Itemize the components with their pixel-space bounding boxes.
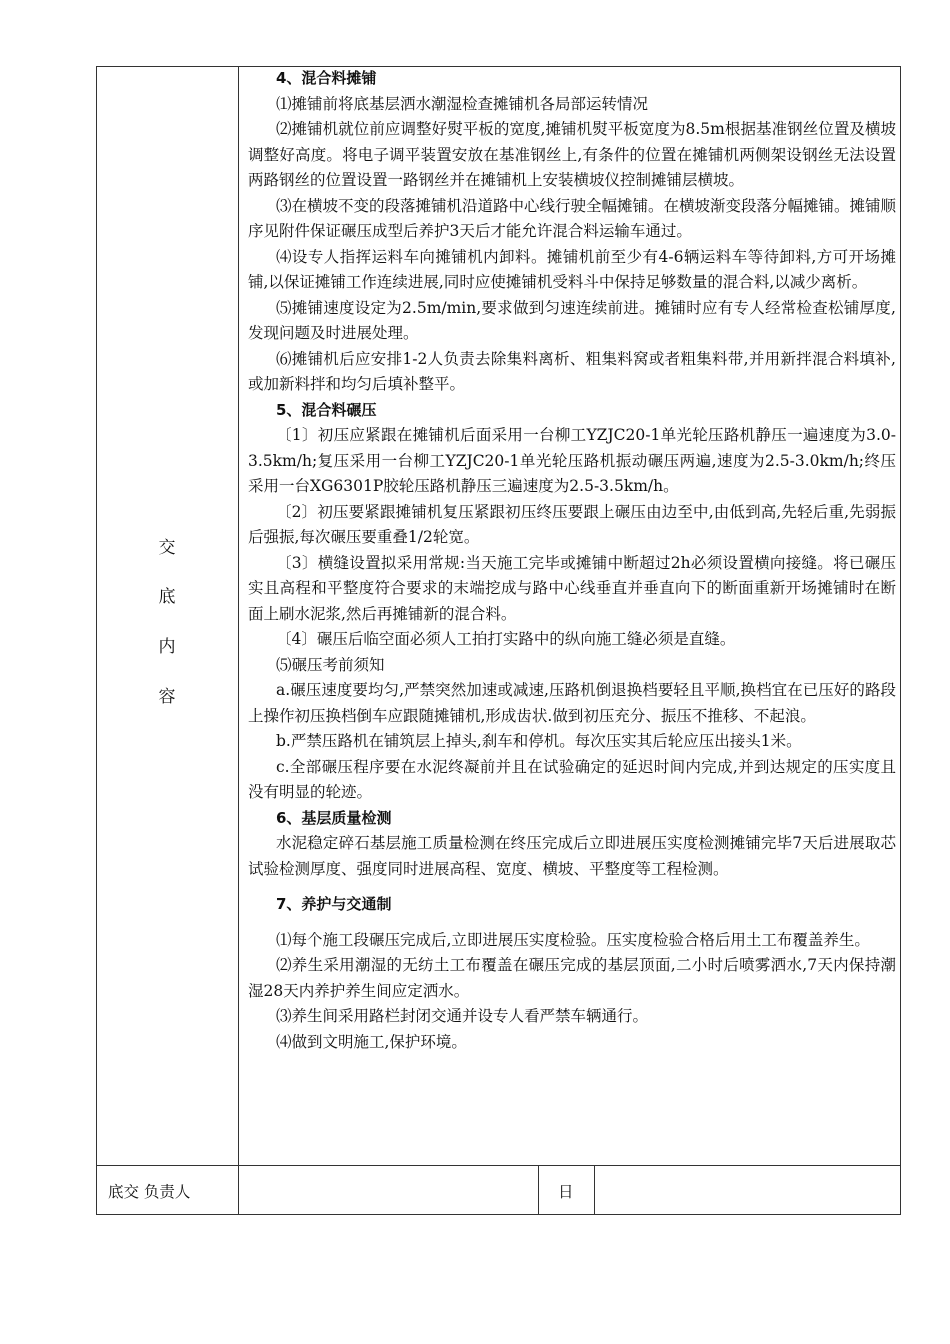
- paragraph: 〔2〕初压要紧跟摊铺机复压紧跟初压终压要跟上碾压由边至中,由低到高,先轻后重,先弱振后强振,每次碾压要重叠1/2轮宽。: [248, 502, 896, 546]
- section-heading: 7、养护与交通制: [276, 895, 392, 913]
- table-left-border: [96, 66, 97, 1215]
- side-label-char-2: 底: [158, 587, 178, 607]
- section-heading: 5、混合料碾压: [276, 400, 377, 419]
- side-label-char-1: 交: [158, 538, 178, 558]
- footer-divider: [96, 1165, 901, 1166]
- paragraph: ⑵摊铺机就位前应调整好熨平板的宽度,摊铺机熨平板宽度为8.5m根据基准钢丝位置及横坡调整好高度。将电子调平装置安放在基准钢丝上,有条件的位置在摊铺机两侧架设钢丝无法设置两路钢丝的位置设置一路钢丝并在摊铺机上安装横坡仪控制摊铺层横坡。: [248, 120, 896, 189]
- paragraph: ⑶养生间采用路栏封闭交通并设专人看严禁车辆通行。: [276, 1007, 649, 1025]
- side-label-char-4: 容: [158, 687, 178, 707]
- disclosure-content: [248, 66, 896, 1055]
- paragraph: c.全部碾压程序要在水泥终凝前并且在试验确定的延迟时间内完成,并到达规定的压实度且没有明显的轮迹。: [248, 757, 896, 801]
- paragraph: ⑵养生采用潮湿的无纺土工布覆盖在碾压完成的基层顶面,二小时后喷雾洒水,7天内保持潮湿28天内养护养生间应定洒水。: [248, 956, 896, 1000]
- paragraph: ⑴摊铺前将底基层洒水潮湿检查摊铺机各局部运转情况: [276, 94, 649, 113]
- paragraph: ⑸摊铺速度设定为2.5m/min,要求做到匀速连续前进。摊铺时应有专人经常检查松铺厚度,发现问题及时进展处理。: [248, 298, 896, 342]
- paragraph: ⑷设专人指挥运料车向摊铺机内卸料。摊铺机前至少有4-6辆运料车等待卸料,方可开场摊铺,以保证摊铺工作连续进展,同时应使摊铺机受料斗中保持足够数量的混合料,以减少离析。: [248, 247, 896, 291]
- paragraph: ⑸碾压考前须知: [276, 655, 385, 674]
- table-right-border: [900, 66, 901, 1215]
- paragraph: 水泥稳定碎石基层施工质量检测在终压完成后立即进展压实度检测摊铺完毕7天后进展取芯试验检测厚度、强度同时进展高程、宽度、横坡、平整度等工程检测。: [248, 834, 896, 878]
- paragraph: 〔3〕横缝设置拟采用常规:当天施工完毕或摊铺中断超过2h必须设置横向接缝。将已碾压实且高程和平整度符合要求的末端挖成与路中心线垂直并垂直向下的断面重新开场摊铺时在断面上刷水泥浆,然后再摊铺新的混合料。: [248, 553, 896, 623]
- section-heading: 6、基层质量检测: [276, 808, 392, 827]
- paragraph: ⑴每个施工段碾压完成后,立即进展压实度检验。压实度检验合格后用土工布覆盖养生。: [276, 930, 870, 949]
- footer-cell-divider-1: [538, 1165, 539, 1215]
- side-label-char-3: 内: [158, 637, 178, 657]
- paragraph: 〔4〕碾压后临空面必须人工拍打实路中的纵向施工缝必须是直缝。: [276, 630, 736, 648]
- table-bottom-border: [96, 1214, 901, 1215]
- label-column-divider: [238, 66, 239, 1215]
- responsible-person-label: 底交 负责人: [108, 1183, 191, 1201]
- date-label: 日: [558, 1183, 574, 1201]
- paragraph: b.严禁压路机在铺筑层上掉头,刹车和停机。每次压实其后轮应压出接头1米。: [276, 732, 802, 750]
- paragraph: a.碾压速度要均匀,严禁突然加速或减速,压路机倒退换档要轻且平顺,换档宜在已压好的路段上操作初压换档倒车应跟随摊铺机,形成齿状.做到初压充分、振压不推移、不起浪。: [248, 681, 896, 725]
- paragraph: ⑷做到文明施工,保护环境。: [276, 1032, 467, 1051]
- paragraph: ⑶在横坡不变的段落摊铺机沿道路中心线行驶全幅摊铺。在横坡渐变段落分幅摊铺。摊铺顺序见附件保证碾压成型后养护3天后才能允许混合料运输车通过。: [248, 196, 897, 240]
- section-heading: 4、混合料摊铺: [276, 69, 377, 87]
- footer-cell-divider-2: [594, 1165, 595, 1215]
- paragraph: 〔1〕初压应紧跟在摊铺机后面采用一台柳工YZJC20-1单光轮压路机静压一遍速度为3.0-3.5km/h;复压采用一台柳工YZJC20-1单光轮压路机振动碾压两遍,速度为2.5-3.0km/h;终压采用一台XG6301P胶轮压路机静压三遍速度为2.5-3.5km/h。: [248, 426, 896, 495]
- paragraph: ⑹摊铺机后应安排1-2人负责去除集料离析、粗集料窝或者粗集料带,并用新拌混合料填补,或加新料拌和均匀后填补整平。: [248, 349, 896, 393]
